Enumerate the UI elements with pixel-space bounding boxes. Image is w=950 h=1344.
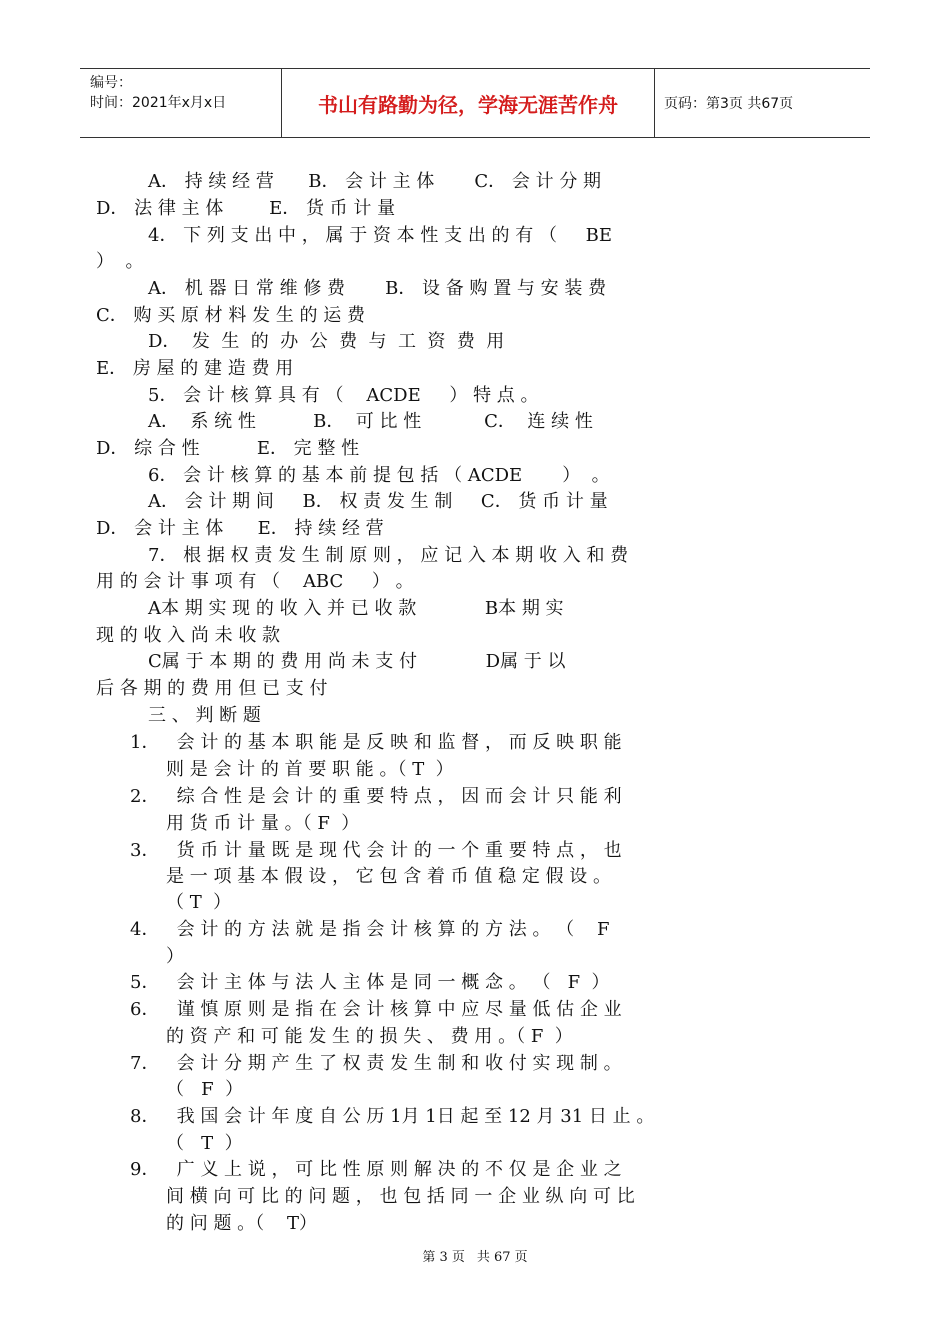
body-line: ）: [166, 946, 184, 967]
body-line: 8． 我 国 会 计 年 度 自 公 历 1月 1日 起 至 12 月 31 日 止 。: [130, 1106, 655, 1127]
body-line: （ F ）: [166, 1079, 244, 1100]
body-line: 间 横 向 可 比 的 问 题 ， 也 包 括 同 一 企 业 纵 向 可 比: [166, 1186, 635, 1207]
body-line: A． 机 器 日 常 维 修 费 B． 设 备 购 置 与 安 装 费: [148, 278, 607, 299]
body-line: ） 。: [96, 251, 144, 272]
body-line: （ T ）: [166, 1133, 243, 1154]
body-line: 则 是 会 计 的 首 要 职 能 。（ T ）: [166, 759, 454, 780]
body-line: 的 资 产 和 可 能 发 生 的 损 失 、 费 用 。（ F ）: [166, 1026, 573, 1047]
body-line: 4． 下 列 支 出 中 ， 属 于 资 本 性 支 出 的 有 （ BE: [148, 225, 612, 246]
body-line: A． 会 计 期 间 B． 权 责 发 生 制 C． 货 币 计 量: [148, 491, 608, 512]
body-line: E． 房 屋 的 建 造 费 用: [96, 358, 294, 379]
body-line: 5． 会 计 核 算 具 有 （ ACDE ） 特 点 。: [148, 385, 539, 406]
footer-page-number: 第 3 页: [422, 1250, 465, 1265]
body-line: 3． 货 币 计 量 既 是 现 代 会 计 的 一 个 重 要 特 点 ， 也: [130, 840, 622, 861]
number-label: 编号：: [90, 75, 132, 91]
motto: 书山有路勤为径，学海无涯苦作舟: [282, 69, 655, 137]
time-label: 时间：2021年x月x日: [90, 95, 227, 111]
page-footer: [0, 1246, 950, 1265]
body-line: 4． 会 计 的 方 法 就 是 指 会 计 核 算 的 方 法 。 （ F: [130, 919, 610, 940]
body-line: A． 持 续 经 营 B． 会 计 主 体 C． 会 计 分 期: [148, 171, 602, 192]
body-line: 7． 根 据 权 责 发 生 制 原 则 ， 应 记 入 本 期 收 入 和 费: [148, 545, 629, 566]
document-header: [80, 68, 870, 138]
body-line: 用 货 币 计 量 。（ F ）: [166, 813, 360, 834]
body-line: 7． 会 计 分 期 产 生 了 权 责 发 生 制 和 收 付 实 现 制 。: [130, 1053, 622, 1074]
body-line: 6． 谨 慎 原 则 是 指 在 会 计 核 算 中 应 尽 量 低 估 企 业: [130, 999, 622, 1020]
body-line: 后 各 期 的 费 用 但 已 支 付: [96, 678, 328, 699]
section-heading: 三 、 判 断 题: [148, 705, 261, 726]
body-line: 5． 会 计 主 体 与 法 人 主 体 是 同 一 概 念 。 （ F ）: [130, 972, 610, 993]
body-line: C属 于 本 期 的 费 用 尚 未 支 付 D属 于 以: [148, 651, 566, 672]
body-line: D． 法 律 主 体 E． 货 币 计 量: [96, 198, 396, 219]
body-line: 用 的 会 计 事 项 有 （ ABC ） 。: [96, 571, 414, 592]
body-line: 的 问 题 。（ T）: [166, 1213, 318, 1234]
body-line: 1． 会 计 的 基 本 职 能 是 反 映 和 监 督 ， 而 反 映 职 能: [130, 732, 622, 753]
footer-page-total: 共 67 页: [476, 1250, 528, 1265]
body-line: 是 一 项 基 本 假 设 ， 它 包 含 着 币 值 稳 定 假 设 。: [166, 866, 611, 887]
body-line: D． 综 合 性 E． 完 整 性: [96, 438, 360, 459]
body-line: D． 发 生 的 办 公 费 与 工 资 费 用: [148, 331, 505, 352]
body-line: 9． 广 义 上 说 ， 可 比 性 原 则 解 决 的 不 仅 是 企 业 之: [130, 1159, 622, 1180]
body-line: D． 会 计 主 体 E． 持 续 经 营: [96, 518, 384, 539]
body-line: 现 的 收 入 尚 未 收 款: [96, 625, 281, 646]
body-line: A本 期 实 现 的 收 入 并 已 收 款 B本 期 实: [148, 598, 564, 619]
body-line: 2． 综 合 性 是 会 计 的 重 要 特 点 ， 因 而 会 计 只 能 利: [130, 786, 622, 807]
header-meta-cell: [80, 69, 282, 137]
page-label: 页码：第3页 共67页: [664, 96, 794, 112]
body-line: 6． 会 计 核 算 的 基 本 前 提 包 括 （ ACDE ） 。: [148, 465, 610, 486]
body-line: A． 系 统 性 B． 可 比 性 C． 连 续 性: [148, 411, 593, 432]
body-line: C． 购 买 原 材 料 发 生 的 运 费: [96, 305, 365, 326]
body-line: （ T ）: [166, 892, 232, 913]
